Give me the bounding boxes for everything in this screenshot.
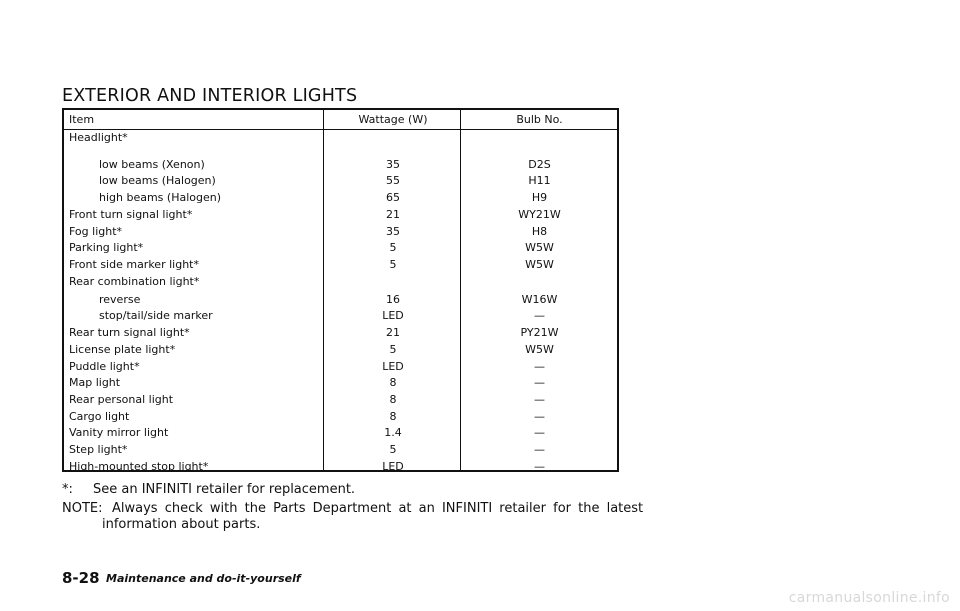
cell-wattage: 8 <box>389 410 397 423</box>
cell-wattage: 1.4 <box>384 426 402 439</box>
lights-table <box>62 108 619 472</box>
cell-wattage: 5 <box>389 241 397 254</box>
cell-bulb: W5W <box>525 241 554 254</box>
cell-bulb: — <box>534 410 545 423</box>
section-name: Maintenance and do-it-yourself <box>106 572 301 585</box>
footnote-marker: *: <box>62 482 73 497</box>
cell-wattage: 16 <box>386 293 400 306</box>
table-row <box>64 208 617 222</box>
footnote-text: See an INFINITI retailer for replacement. <box>93 482 356 497</box>
table-row <box>64 131 617 145</box>
cell-bulb: W5W <box>525 258 554 271</box>
cell-item: Parking light* <box>69 241 144 254</box>
cell-item: High-mounted stop light* <box>69 460 209 473</box>
table-row <box>64 174 617 188</box>
table-row <box>64 309 617 323</box>
table-row <box>64 410 617 424</box>
cell-wattage: LED <box>382 309 404 322</box>
table-row <box>64 225 617 239</box>
cell-wattage: 65 <box>386 191 400 204</box>
cell-wattage: 5 <box>389 443 397 456</box>
table-header <box>64 110 617 130</box>
cell-bulb: — <box>534 376 545 389</box>
cell-bulb: H8 <box>531 225 548 238</box>
cell-bulb: H9 <box>531 191 548 204</box>
section-title: EXTERIOR AND INTERIOR LIGHTS <box>62 86 358 106</box>
cell-item: Fog light* <box>69 225 123 238</box>
cell-item: Puddle light* <box>69 360 140 373</box>
cell-wattage: 55 <box>386 174 400 187</box>
table-row <box>64 158 617 172</box>
cell-bulb: WY21W <box>518 208 561 221</box>
header-item: Item <box>69 113 95 126</box>
header-wattage: Wattage (W) <box>358 113 428 126</box>
cell-item: Rear turn signal light* <box>69 326 190 339</box>
cell-item: low beams (Xenon) <box>99 158 205 171</box>
cell-item: Front turn signal light* <box>69 208 193 221</box>
table-row <box>64 326 617 340</box>
cell-item: high beams (Halogen) <box>99 191 222 204</box>
table-row <box>64 443 617 457</box>
table-row <box>64 241 617 255</box>
cell-item: Step light* <box>69 443 128 456</box>
cell-bulb: D2S <box>528 158 551 171</box>
cell-wattage: 8 <box>389 376 397 389</box>
table-row <box>64 460 617 474</box>
cell-bulb: — <box>534 443 545 456</box>
cell-wattage: 21 <box>386 326 400 339</box>
cell-item: Cargo light <box>69 410 130 423</box>
cell-item: stop/tail/side marker <box>99 309 213 322</box>
cell-item: Front side marker light* <box>69 258 199 271</box>
cell-bulb: — <box>534 393 545 406</box>
cell-item: Map light <box>69 376 121 389</box>
cell-bulb: — <box>534 426 545 439</box>
table-row <box>64 293 617 307</box>
cell-bulb: — <box>534 460 545 473</box>
table-row <box>64 426 617 440</box>
cell-wattage: LED <box>382 360 404 373</box>
cell-item: low beams (Halogen) <box>99 174 216 187</box>
cell-bulb: PY21W <box>520 326 559 339</box>
cell-item: Headlight* <box>69 131 128 144</box>
note-line-1: Always check with the Parts Department at an INFINITI retailer for the latest <box>112 501 644 516</box>
table-row <box>64 360 617 374</box>
cell-wattage: LED <box>382 460 404 473</box>
cell-wattage: 8 <box>389 393 397 406</box>
cell-wattage: 35 <box>386 225 400 238</box>
cell-item: License plate light* <box>69 343 176 356</box>
table-row <box>64 275 617 289</box>
watermark: carmanualsonline.info <box>788 590 950 606</box>
cell-bulb: W16W <box>521 293 558 306</box>
cell-bulb: W5W <box>525 343 554 356</box>
table-row <box>64 393 617 407</box>
cell-item: Rear combination light* <box>69 275 200 288</box>
cell-bulb: H11 <box>528 174 551 187</box>
note-line-2: information about parts. <box>102 517 261 532</box>
cell-wattage: 35 <box>386 158 400 171</box>
header-bulb: Bulb No. <box>516 113 563 126</box>
cell-item: Rear personal light <box>69 393 174 406</box>
cell-wattage: 21 <box>386 208 400 221</box>
cell-wattage: 5 <box>389 258 397 271</box>
cell-item: reverse <box>99 293 141 306</box>
cell-bulb: — <box>534 309 545 322</box>
note-label: NOTE: <box>62 501 103 516</box>
cell-item: Vanity mirror light <box>69 426 169 439</box>
page-number: 8-28 <box>62 569 100 587</box>
table-row <box>64 376 617 390</box>
table-row <box>64 258 617 272</box>
table-row <box>64 343 617 357</box>
cell-wattage: 5 <box>389 343 397 356</box>
cell-bulb: — <box>534 360 545 373</box>
table-row <box>64 191 617 205</box>
